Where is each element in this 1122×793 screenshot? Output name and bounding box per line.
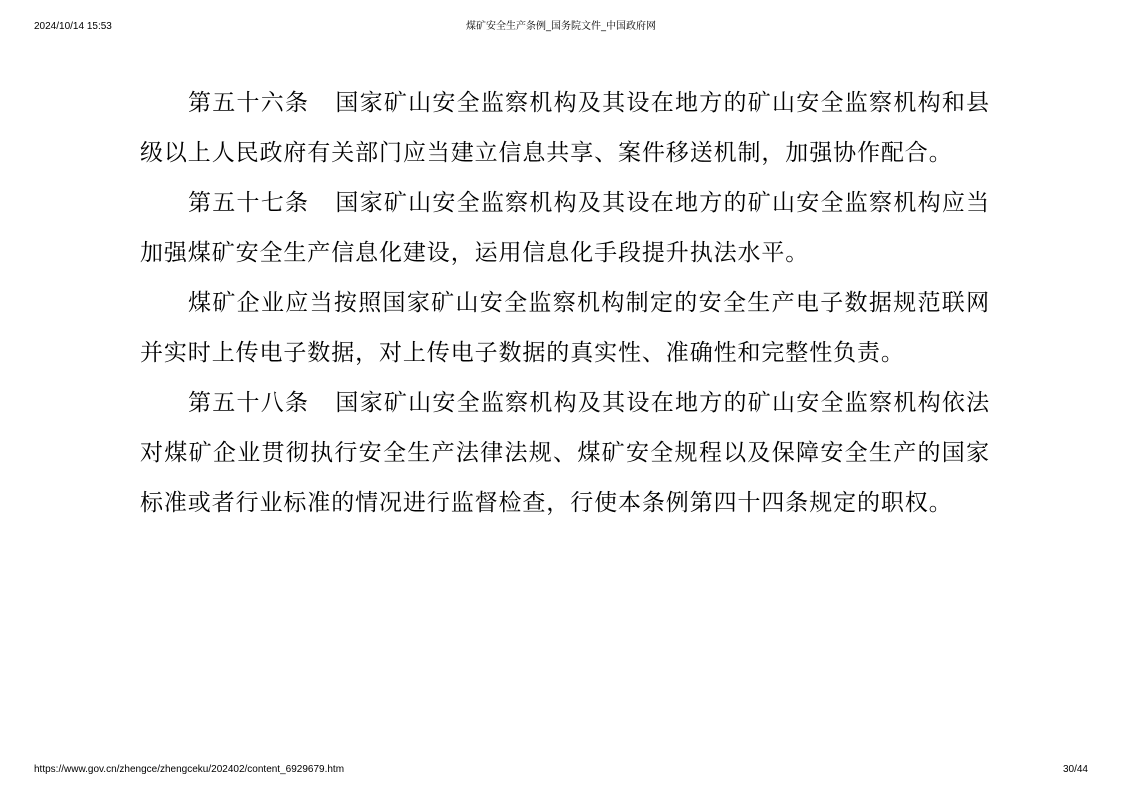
- article-number: 第五十六条: [188, 90, 310, 116]
- article-text: 煤矿企业应当按照国家矿山安全监察机构制定的安全生产电子数据规范联网并实时上传电子数据，对上传电子数据的真实性、准确性和完整性负责。: [140, 290, 990, 366]
- article-number: 第五十七条: [188, 190, 310, 216]
- page-footer-url: https://www.gov.cn/zhengce/zhengceku/202402/content_6929679.htm: [34, 764, 345, 775]
- article-text: 国家矿山安全监察机构及其设在地方的矿山安全监察机构和县级以上人民政府有关部门应当建立信息共享、案件移送机制，加强协作配合。: [140, 90, 990, 166]
- article-number: 第五十八条: [188, 390, 310, 416]
- page-footer-pagenum: 30/44: [1062, 764, 1088, 775]
- article-text: 国家矿山安全监察机构及其设在地方的矿山安全监察机构依法对煤矿企业贯彻执行安全生产法律法规、煤矿安全规程以及保障安全生产的国家标准或者行业标准的情况进行监督检查，行使本条例第四十四条规定的职权。: [140, 390, 990, 516]
- article-paragraph: [140, 378, 990, 528]
- article-paragraph: [140, 178, 990, 278]
- page-header-title: 煤矿安全生产条例_国务院文件_中国政府网: [466, 21, 656, 32]
- article-body: [140, 78, 990, 528]
- article-text: 国家矿山安全监察机构及其设在地方的矿山安全监察机构应当加强煤矿安全生产信息化建设，运用信息化手段提升执法水平。: [140, 190, 990, 266]
- page-header-datetime: 2024/10/14 15:53: [34, 21, 112, 32]
- article-paragraph: [140, 78, 990, 178]
- article-paragraph: [140, 278, 990, 378]
